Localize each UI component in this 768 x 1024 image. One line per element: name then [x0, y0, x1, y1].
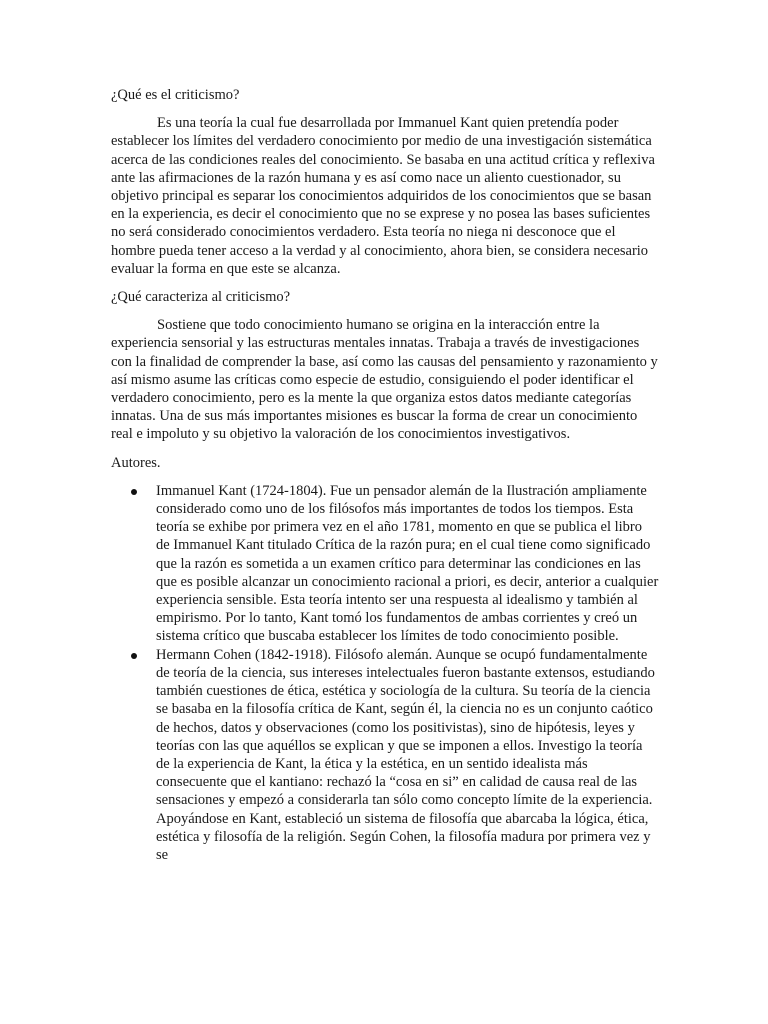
authors-heading: Autores.	[111, 454, 161, 471]
question-heading-characteristics: ¿Qué caracteriza al criticismo?	[111, 289, 291, 306]
bullet-icon	[131, 653, 137, 659]
list-item-kant	[111, 482, 659, 646]
question-heading-what-is-criticism: ¿Qué es el criticismo?	[111, 87, 240, 103]
authors-list	[111, 482, 659, 864]
paragraph-what-is-criticism: Es una teoría la cual fue desarrollada por Immanuel Kant quien pretendía poder establecer los límites del verdadero conocimiento por medio de una investigación sistemática acerca de las condiciones reales del conocimiento. Se basaba en una actitud crítica y reflexiva ante las afirmaciones de la razón humana y es así como nace un aliento cuestionador, su objetivo principal es separar los conocimientos adquiridos de los conocimientos que se basan en la experiencia, es decir el conocimiento que no se exprese y no posea las bases suficientes no será considerado conocimientos verdadero. Esta teoría no niega ni desconoce que el hombre pueda tener acceso a la verdad y al conocimiento, ahora bien, se considera necesario evaluar la forma en que este se alcanza.	[111, 115, 655, 277]
list-item-text: Immanuel Kant (1724-1804). Fue un pensador alemán de la Ilustración ampliamente considerado como uno de los filósofos más importantes de todos los tiempos. Esta teoría se exhibe por primera vez en el año 1781, momento en que se publica el libro de Immanuel Kant titulado Crítica de la razón pura; en el cual tiene como significado que la razón es sometida a un examen crítico para determinar las condiciones en las que es posible alcanzar un conocimiento racional a priori, es decir, anterior a cualquier experiencia sensible. Esta teoría intento ser una respuesta al idealismo y también al empirismo. Por lo tanto, Kant tomó los fundamentos de ambas corrientes y creó un sistema crítico que buscaba establecer los límites de todo conocimiento posible.	[156, 482, 659, 645]
document-page	[111, 86, 659, 864]
paragraph-characteristics: Sostiene que todo conocimiento humano se origina en la interacción entre la experiencia sensorial y las estructuras mentales innatas. Trabaja a través de investigaciones con la finalidad de comprender la base, así como las causas del pensamiento y razonamiento y así mismo asume las críticas como especie de estudio, consiguiendo el poder identificar el verdadero conocimiento, pero es la mente la que organiza estos datos mediante categorías innatas. Una de sus más importantes misiones es buscar la forma de crear un conocimiento real e impoluto y su objetivo la valoración de los conocimientos investigativos.	[111, 317, 658, 443]
list-item-cohen	[111, 646, 659, 864]
bullet-icon	[131, 489, 137, 495]
list-item-text: Hermann Cohen (1842-1918). Filósofo alemán. Aunque se ocupó fundamentalmente de teoría de la ciencia, sus intereses intelectuales fueron bastante extensos, estudiando también cuestiones de ética, estética y sociología de la cultura. Su teoría de la ciencia se basaba en la filosofía crítica de Kant, según él, la ciencia no es un conjunto caótico de hechos, datos y observaciones (como los positivistas), sino de hipótesis, leyes y teorías con las que aquéllos se explican y que se imponen a ellos. Investigo la teoría de la experiencia de Kant, la ética y la estética, en un sentido idealista más consecuente que el kantiano: rechazó la “cosa en si” en calidad de causa real de las sensaciones y empezó a considerarla tan sólo como concepto límite de la experiencia. Apoyándose en Kant, estableció un sistema de filosofía que abarcaba la lógica, ética, estética y filosofía de la religión. Según Cohen, la filosofía madura por primera vez y se	[156, 646, 655, 863]
